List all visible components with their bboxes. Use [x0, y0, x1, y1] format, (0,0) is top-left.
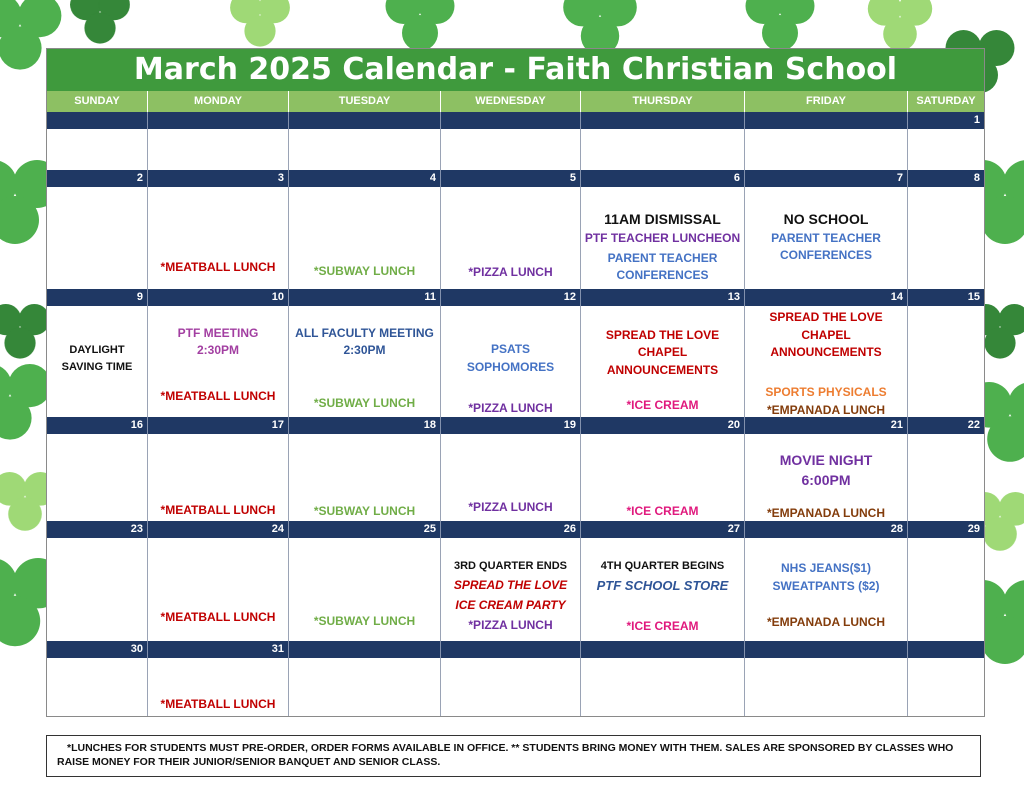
- day-cell[interactable]: [580, 658, 744, 716]
- day-cell[interactable]: [744, 434, 907, 521]
- event-text: CHAPEL: [637, 345, 688, 359]
- event-text: *MEATBALL LUNCH: [160, 697, 276, 711]
- week-number-row: [47, 170, 984, 187]
- event-text: *MEATBALL LUNCH: [160, 260, 276, 274]
- day-cell[interactable]: [580, 434, 744, 521]
- weekday-header-row: [47, 91, 984, 112]
- date-number: 4: [288, 170, 440, 187]
- day-cell[interactable]: [440, 306, 580, 417]
- event-text: *MEATBALL LUNCH: [160, 610, 276, 624]
- day-cell[interactable]: [907, 129, 984, 170]
- date-number: [47, 112, 147, 129]
- date-number: 16: [47, 417, 147, 434]
- date-number: 13: [580, 289, 744, 306]
- week-body-row: [47, 434, 984, 521]
- week-body-row: [47, 658, 984, 716]
- date-number: 6: [580, 170, 744, 187]
- day-cell[interactable]: [744, 306, 907, 417]
- date-number: 27: [580, 521, 744, 538]
- event-text: *ICE CREAM: [626, 504, 699, 518]
- date-number: [288, 641, 440, 658]
- date-number: [580, 641, 744, 658]
- event-text: *SUBWAY LUNCH: [313, 504, 416, 518]
- event-text: 11AM DISMISSAL: [604, 211, 721, 227]
- day-cell[interactable]: [907, 538, 984, 641]
- week-body-row: [47, 129, 984, 170]
- date-number: 29: [907, 521, 984, 538]
- date-number: 7: [744, 170, 907, 187]
- day-cell[interactable]: [288, 434, 440, 521]
- date-number: [147, 112, 288, 129]
- date-number: [288, 112, 440, 129]
- event-text: SPREAD THE LOVE: [453, 578, 568, 592]
- week-number-row: [47, 112, 984, 129]
- date-number: [907, 641, 984, 658]
- calendar-title: March 2025 Calendar - Faith Christian School: [47, 49, 984, 91]
- date-number: 14: [744, 289, 907, 306]
- weekday-saturday: SATURDAY: [907, 91, 984, 112]
- weekday-monday: MONDAY: [147, 91, 288, 112]
- week-number-row: [47, 641, 984, 658]
- date-number: 25: [288, 521, 440, 538]
- event-text: *ICE CREAM: [626, 619, 699, 633]
- date-number: 18: [288, 417, 440, 434]
- day-cell[interactable]: [907, 187, 984, 289]
- event-text: *ICE CREAM: [626, 398, 699, 412]
- weekday-thursday: THURSDAY: [580, 91, 744, 112]
- date-number: 22: [907, 417, 984, 434]
- event-text: *SUBWAY LUNCH: [313, 264, 416, 278]
- day-cell[interactable]: [580, 306, 744, 417]
- day-cell[interactable]: [147, 129, 288, 170]
- weekday-friday: FRIDAY: [744, 91, 907, 112]
- date-number: 8: [907, 170, 984, 187]
- calendar-weeks: [47, 112, 984, 716]
- weekday-sunday: SUNDAY: [47, 91, 147, 112]
- event-text: PTF MEETING: [177, 326, 259, 340]
- day-cell[interactable]: [288, 306, 440, 417]
- event-text: SPREAD THE LOVE: [605, 328, 720, 342]
- event-text: ANNOUNCEMENTS: [770, 345, 882, 359]
- event-text: ICE CREAM PARTY: [455, 598, 566, 612]
- event-text: *EMPANADA LUNCH: [767, 403, 885, 417]
- event-text: PSATS: [490, 342, 531, 356]
- day-cell[interactable]: [580, 187, 744, 289]
- event-text: SWEATPANTS ($2): [772, 579, 880, 593]
- date-number: 20: [580, 417, 744, 434]
- date-number: 5: [440, 170, 580, 187]
- day-cell[interactable]: [288, 187, 440, 289]
- day-cell[interactable]: [744, 658, 907, 716]
- date-number: 9: [47, 289, 147, 306]
- weekday-tuesday: TUESDAY: [288, 91, 440, 112]
- event-text: 3RD QUARTER ENDS: [453, 560, 568, 572]
- date-number: [744, 641, 907, 658]
- event-text: SPREAD THE LOVE: [769, 310, 883, 324]
- date-number: 2: [47, 170, 147, 187]
- date-number: 30: [47, 641, 147, 658]
- event-text: CONFERENCES: [616, 268, 709, 282]
- event-text: CHAPEL: [801, 328, 851, 342]
- day-cell[interactable]: [147, 538, 288, 641]
- day-cell[interactable]: [147, 658, 288, 716]
- day-cell[interactable]: [744, 187, 907, 289]
- event-text: *MEATBALL LUNCH: [160, 503, 276, 517]
- day-cell[interactable]: [440, 658, 580, 716]
- event-text: *EMPANADA LUNCH: [767, 615, 885, 629]
- day-cell[interactable]: [440, 538, 580, 641]
- week-body-row: [47, 538, 984, 641]
- day-cell[interactable]: [440, 129, 580, 170]
- event-text: PTF SCHOOL STORE: [596, 578, 729, 593]
- event-text: MOVIE NIGHT: [779, 452, 873, 468]
- event-text: *PIZZA LUNCH: [468, 618, 553, 632]
- event-text: PARENT TEACHER: [607, 251, 718, 265]
- day-cell[interactable]: [147, 306, 288, 417]
- date-number: 31: [147, 641, 288, 658]
- date-number: 11: [288, 289, 440, 306]
- day-cell[interactable]: [47, 538, 147, 641]
- day-cell[interactable]: [580, 129, 744, 170]
- event-text: NHS JEANS($1): [780, 561, 872, 575]
- day-cell[interactable]: [47, 658, 147, 716]
- calendar: [46, 48, 985, 717]
- date-number: 21: [744, 417, 907, 434]
- date-number: 24: [147, 521, 288, 538]
- date-number: 19: [440, 417, 580, 434]
- event-text: *PIZZA LUNCH: [468, 500, 553, 514]
- event-text: 6:00PM: [801, 472, 851, 488]
- date-number: 10: [147, 289, 288, 306]
- event-text: 2:30PM: [343, 343, 386, 357]
- date-number: 17: [147, 417, 288, 434]
- date-number: 15: [907, 289, 984, 306]
- event-text: 2:30PM: [196, 343, 240, 357]
- weekday-wednesday: WEDNESDAY: [440, 91, 580, 112]
- day-cell[interactable]: [907, 306, 984, 417]
- day-cell[interactable]: [440, 434, 580, 521]
- event-text: SAVING TIME: [61, 361, 133, 373]
- footer-note: *LUNCHES FOR STUDENTS MUST PRE-ORDER, ORDER FORMS AVAILABLE IN OFFICE. ** STUDENTS BRING MONEY WITH THEM. SALES ARE SPONSORED BY CLASSES WHO RAISE MONEY FOR THEIR JUNIOR/SENIOR BANQUET AND SENIOR CLASS.: [46, 735, 981, 777]
- day-cell[interactable]: [288, 129, 440, 170]
- day-cell[interactable]: [907, 658, 984, 716]
- date-number: [440, 641, 580, 658]
- event-text: PTF TEACHER LUNCHEON: [584, 231, 741, 245]
- week-number-row: [47, 521, 984, 538]
- event-text: *PIZZA LUNCH: [468, 265, 553, 279]
- day-cell[interactable]: [288, 658, 440, 716]
- week-number-row: [47, 417, 984, 434]
- date-number: [440, 112, 580, 129]
- day-cell[interactable]: [147, 187, 288, 289]
- event-text: ANNOUNCEMENTS: [606, 363, 719, 377]
- day-cell[interactable]: [47, 129, 147, 170]
- week-body-row: [47, 306, 984, 417]
- event-text: SOPHOMORES: [466, 360, 555, 374]
- event-text: *MEATBALL LUNCH: [160, 389, 276, 403]
- day-cell[interactable]: [907, 434, 984, 521]
- day-cell[interactable]: [580, 538, 744, 641]
- date-number: 28: [744, 521, 907, 538]
- event-text: ALL FACULTY MEETING: [295, 326, 434, 340]
- day-cell[interactable]: [47, 306, 147, 417]
- day-cell[interactable]: [47, 434, 147, 521]
- day-cell[interactable]: [288, 538, 440, 641]
- event-text: NO SCHOOL: [783, 211, 869, 227]
- event-text: PARENT TEACHER: [771, 231, 881, 245]
- event-text: *EMPANADA LUNCH: [767, 506, 885, 520]
- day-cell[interactable]: [440, 187, 580, 289]
- date-number: 3: [147, 170, 288, 187]
- event-text: 4TH QUARTER BEGINS: [600, 560, 725, 572]
- day-cell[interactable]: [744, 538, 907, 641]
- date-number: [744, 112, 907, 129]
- date-number: 23: [47, 521, 147, 538]
- date-number: 26: [440, 521, 580, 538]
- event-text: SPORTS PHYSICALS: [765, 385, 887, 399]
- date-number: 1: [907, 112, 984, 129]
- event-text: *PIZZA LUNCH: [468, 401, 553, 415]
- week-number-row: [47, 289, 984, 306]
- event-text: *SUBWAY LUNCH: [313, 614, 416, 628]
- event-text: CONFERENCES: [779, 248, 872, 262]
- event-text: *SUBWAY LUNCH: [313, 396, 416, 410]
- day-cell[interactable]: [147, 434, 288, 521]
- day-cell[interactable]: [47, 187, 147, 289]
- day-cell[interactable]: [744, 129, 907, 170]
- week-body-row: [47, 187, 984, 289]
- event-text: DAYLIGHT: [69, 344, 125, 356]
- date-number: 12: [440, 289, 580, 306]
- date-number: [580, 112, 744, 129]
